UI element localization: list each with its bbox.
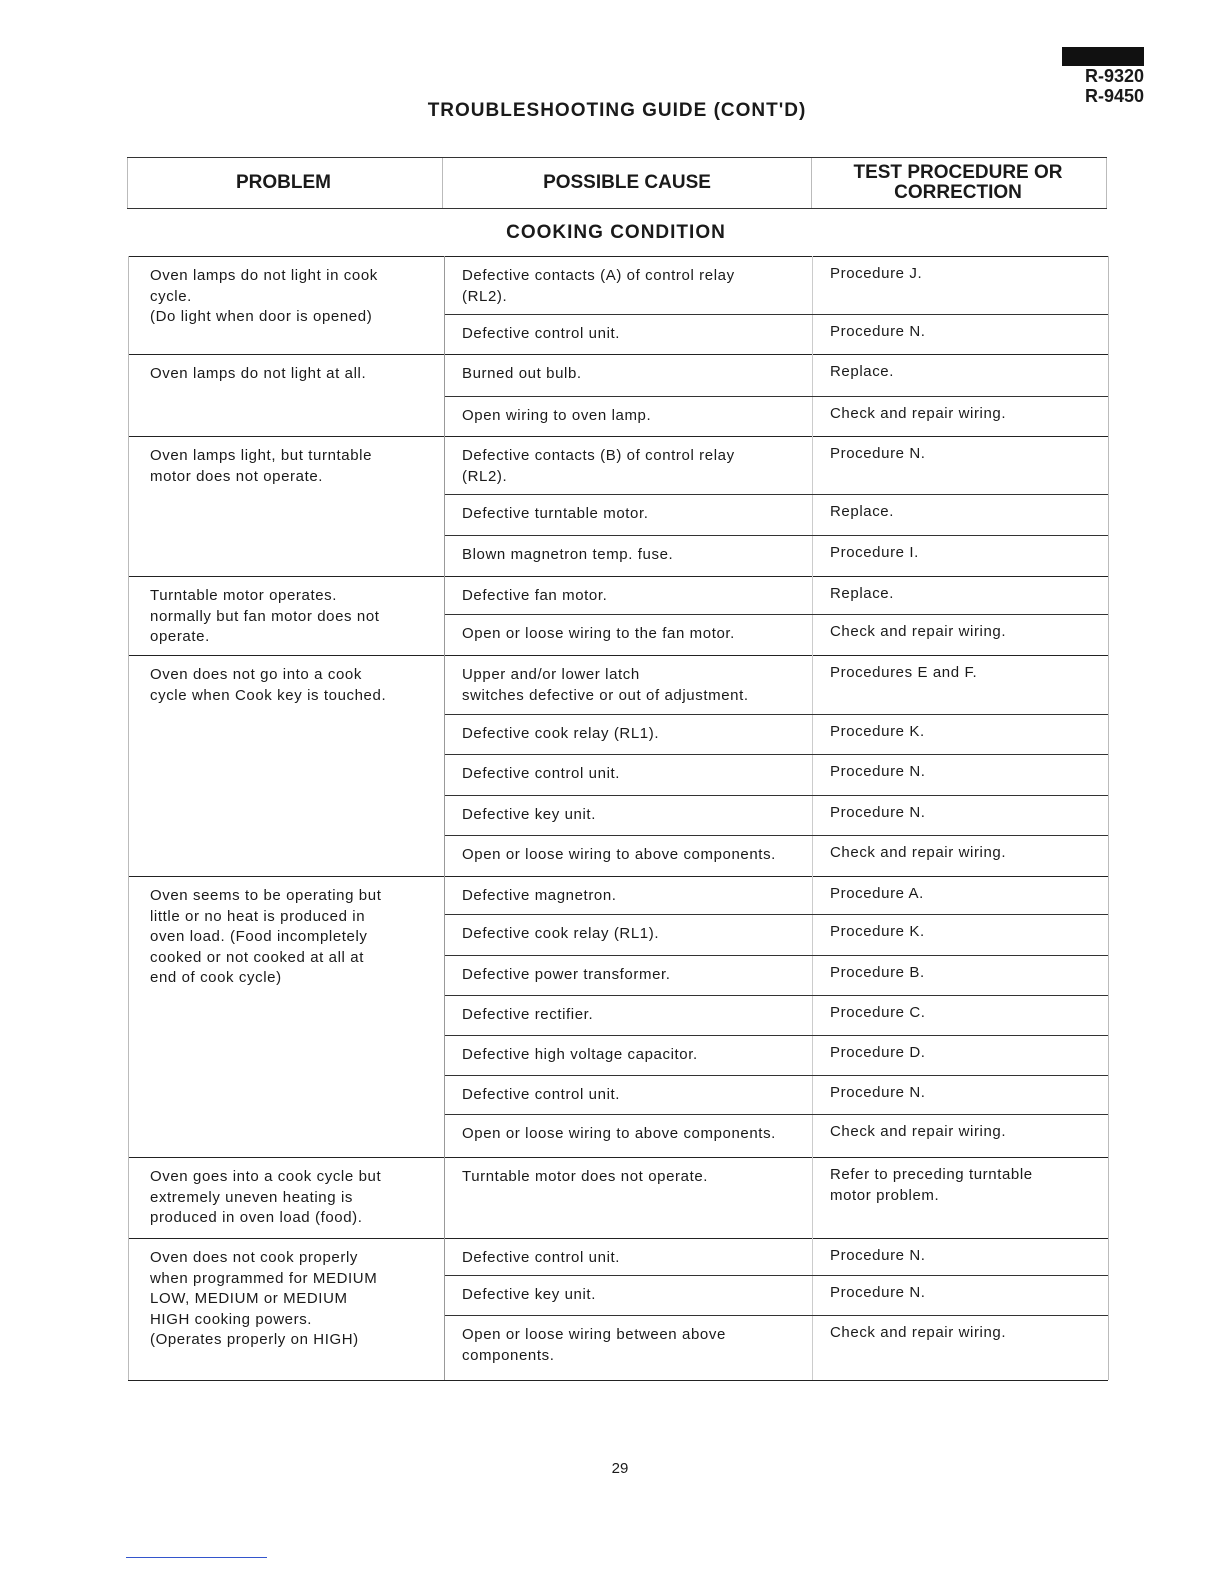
test-procedure-text: Procedure N. [830, 323, 926, 340]
column-divider [444, 1157, 445, 1238]
problem-text: little or no heat is produced in [150, 907, 366, 925]
group-separator [128, 1157, 1108, 1158]
test-procedure-text: Replace. [830, 585, 895, 602]
cause-text: switches defective or out of adjustment. [462, 686, 749, 704]
test-procedure-text: Replace. [830, 503, 895, 520]
test-procedure-text: Procedure N. [830, 445, 926, 462]
test-procedure-text: Procedures E and F. [830, 664, 978, 681]
problem-text: (Do light when door is opened) [150, 308, 373, 325]
row-separator [445, 955, 1108, 956]
table-edge [1108, 576, 1109, 655]
row-separator [445, 714, 1108, 715]
row-separator [445, 1075, 1108, 1076]
problem-text: end of cook cycle) [150, 969, 282, 986]
group-separator [128, 576, 1108, 577]
test-procedure-text: Procedure J. [830, 265, 923, 282]
problem-text: motor does not operate. [150, 467, 324, 485]
table-edge [128, 876, 129, 1157]
table-edge [128, 256, 129, 354]
group-separator [128, 436, 1108, 437]
table-edge [1108, 256, 1109, 354]
header-test-line: TEST PROCEDURE OR [853, 162, 1063, 183]
problem-text: produced in oven load (food). [150, 1209, 363, 1226]
row-separator [445, 1275, 1108, 1276]
cause-text: Defective cook relay (RL1). [462, 725, 660, 742]
group-separator [128, 655, 1108, 656]
test-procedure-text: Refer to preceding turntable [830, 1166, 1033, 1183]
problem-text: LOW, MEDIUM or MEDIUM [150, 1290, 348, 1307]
test-procedure-text: Procedure N. [830, 1284, 926, 1301]
test-procedure-text: Procedure K. [830, 723, 925, 740]
problem-text: Oven lamps do not light at all. [150, 365, 367, 382]
test-procedure-text: Procedure N. [830, 1247, 926, 1264]
row-separator [445, 995, 1108, 996]
column-divider [812, 655, 813, 876]
problem-text: Oven does not cook properly [150, 1249, 358, 1266]
cause-text: Defective fan motor. [462, 587, 608, 604]
column-divider [444, 354, 445, 436]
problem-text: Oven goes into a cook cycle but [150, 1168, 382, 1185]
row-separator [445, 1035, 1108, 1036]
cause-text: Defective magnetron. [462, 887, 617, 904]
table-edge [1108, 354, 1109, 436]
group-separator [128, 1238, 1108, 1239]
row-separator [445, 754, 1108, 755]
column-divider [444, 1238, 445, 1380]
row-separator [445, 535, 1108, 536]
header-problem: PROBLEM [236, 172, 331, 193]
table-edge [128, 1238, 129, 1380]
cause-text: Open or loose wiring to the fan motor. [462, 625, 735, 642]
problem-text: cooked or not cooked at all at [150, 948, 364, 966]
test-procedure-text: Procedure B. [830, 964, 925, 981]
column-divider [812, 576, 813, 655]
test-procedure-text: Procedure A. [830, 885, 924, 902]
test-procedure-text: Check and repair wiring. [830, 1324, 1007, 1341]
test-procedure-text: Procedure N. [830, 763, 926, 780]
row-separator [445, 1315, 1108, 1316]
row-separator [445, 396, 1108, 397]
cause-text: Defective key unit. [462, 1286, 596, 1303]
table-edge [1108, 436, 1109, 576]
table-edge [1108, 876, 1109, 1157]
problem-text: extremely uneven heating is [150, 1188, 353, 1206]
row-separator [445, 614, 1108, 615]
column-divider [812, 256, 813, 354]
test-procedure-text: motor problem. [830, 1186, 940, 1204]
group-separator [128, 354, 1108, 355]
row-separator [445, 1114, 1108, 1115]
table-edge [128, 436, 129, 576]
cause-text: (RL2). [462, 287, 508, 305]
cause-text: Defective contacts (A) of control relay [462, 267, 735, 284]
column-divider [444, 576, 445, 655]
page-tab-marker [1062, 47, 1144, 66]
table-edge [128, 655, 129, 876]
problem-text: HIGH cooking powers. [150, 1310, 313, 1328]
column-divider [444, 256, 445, 354]
column-divider [812, 436, 813, 576]
test-procedure-text: Procedure D. [830, 1044, 926, 1061]
cause-text: Defective control unit. [462, 1249, 621, 1266]
cause-text: Defective control unit. [462, 765, 621, 782]
test-procedure-text: Procedure I. [830, 544, 919, 561]
cause-text: Defective high voltage capacitor. [462, 1046, 698, 1063]
cause-text: Defective control unit. [462, 325, 621, 342]
row-separator [445, 314, 1108, 315]
table-edge [1108, 1238, 1109, 1380]
problem-text: normally but fan motor does not [150, 607, 380, 625]
problem-text: Oven does not go into a cook [150, 666, 362, 683]
table-edge [128, 1157, 129, 1238]
cause-text: Open or loose wiring to above components. [462, 1125, 776, 1142]
column-divider [812, 1157, 813, 1238]
page-title: TROUBLESHOOTING GUIDE (CONT'D) [427, 100, 807, 121]
model-number: R-9320 [1084, 66, 1144, 86]
problem-text: (Operates properly on HIGH) [150, 1331, 359, 1348]
test-procedure-text: Check and repair wiring. [830, 623, 1007, 640]
problem-text: operate. [150, 628, 210, 645]
cause-text: Defective cook relay (RL1). [462, 925, 660, 942]
table-edge [128, 354, 129, 436]
cause-text: Turntable motor does not operate. [462, 1168, 709, 1185]
group-separator [128, 256, 1108, 257]
table-header [127, 157, 1107, 209]
row-separator [445, 835, 1108, 836]
test-procedure-text: Procedure C. [830, 1004, 926, 1021]
column-divider [812, 354, 813, 436]
model-number: R-9450 [1084, 86, 1144, 106]
cause-text: Open or loose wiring to above components. [462, 846, 776, 863]
header-test-line: CORRECTION [894, 182, 1022, 203]
test-procedure-text: Procedure K. [830, 923, 925, 940]
footer-rule [126, 1557, 267, 1558]
group-separator [128, 876, 1108, 877]
test-procedure-text: Procedure N. [830, 804, 926, 821]
cause-text: Defective key unit. [462, 806, 596, 823]
section-heading: COOKING CONDITION [506, 222, 726, 243]
problem-text: cycle. [150, 287, 192, 305]
column-divider [444, 655, 445, 876]
row-separator [445, 914, 1108, 915]
column-divider [812, 1238, 813, 1380]
test-procedure-text: Check and repair wiring. [830, 1123, 1007, 1140]
table-edge [1108, 655, 1109, 876]
problem-text: Oven seems to be operating but [150, 887, 382, 904]
cause-text: Upper and/or lower latch [462, 666, 640, 683]
page-number: 29 [611, 1460, 629, 1477]
problem-text: oven load. (Food incompletely [150, 928, 368, 945]
column-divider [444, 436, 445, 576]
cause-text: Defective contacts (B) of control relay [462, 447, 735, 464]
cause-text: Defective power transformer. [462, 966, 671, 983]
table-bottom-rule [128, 1380, 1108, 1381]
cause-text: components. [462, 1346, 555, 1364]
problem-text: Oven lamps light, but turntable [150, 447, 373, 464]
cause-text: (RL2). [462, 467, 508, 485]
header-possible-cause: POSSIBLE CAUSE [543, 172, 711, 193]
test-procedure-text: Check and repair wiring. [830, 844, 1007, 861]
cause-text: Defective control unit. [462, 1086, 621, 1103]
cause-text: Blown magnetron temp. fuse. [462, 546, 674, 563]
problem-text: when programmed for MEDIUM [150, 1269, 378, 1287]
row-separator [445, 795, 1108, 796]
problem-text: Turntable motor operates. [150, 587, 338, 604]
cause-text: Burned out bulb. [462, 365, 582, 382]
test-procedure-text: Replace. [830, 363, 895, 380]
cause-text: Open or loose wiring between above [462, 1326, 726, 1343]
test-procedure-text: Procedure N. [830, 1084, 926, 1101]
table-edge [128, 576, 129, 655]
problem-text: Oven lamps do not light in cook [150, 267, 378, 284]
cause-text: Defective turntable motor. [462, 505, 649, 522]
cause-text: Defective rectifier. [462, 1006, 594, 1023]
problem-text: cycle when Cook key is touched. [150, 686, 387, 704]
cause-text: Open wiring to oven lamp. [462, 407, 652, 424]
table-edge [1108, 1157, 1109, 1238]
test-procedure-text: Check and repair wiring. [830, 405, 1007, 422]
row-separator [445, 494, 1108, 495]
header-test-procedure [812, 158, 1104, 208]
